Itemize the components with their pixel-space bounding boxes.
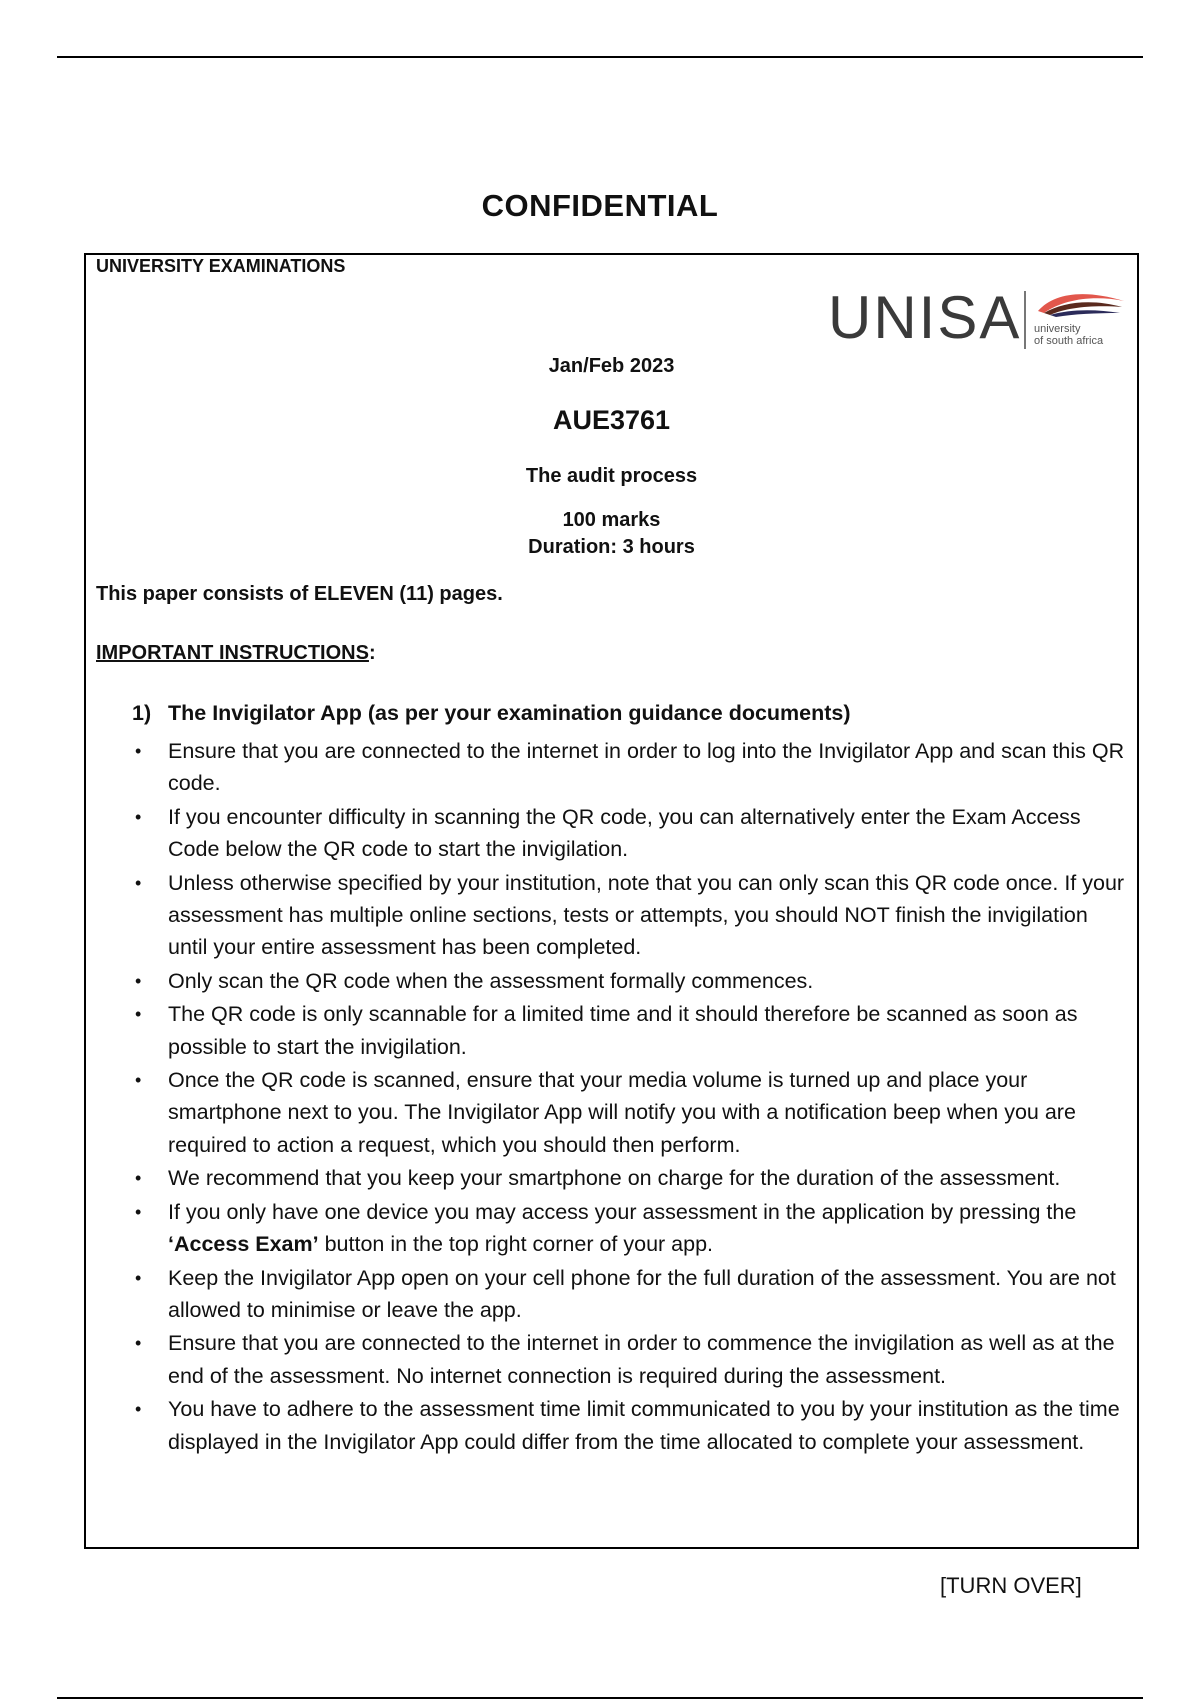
- list-item: [132, 998, 1132, 1063]
- bullet-icon: •: [135, 970, 142, 991]
- list-item-text: We recommend that you keep your smartphone on charge for the duration of the assessment.: [168, 1166, 1061, 1191]
- bullet-icon: •: [135, 1070, 142, 1091]
- list-item: [132, 867, 1132, 964]
- list-item: [132, 1327, 1132, 1392]
- bullet-icon: •: [135, 1267, 142, 1288]
- instruction-list: [132, 735, 1132, 1459]
- list-item-text: Once the QR code is scanned, ensure that your media volume is turned up and place your smartphone next to you. The Invigilator App will notify you with a notification beep when you are required to action a request, which you should then perform.: [168, 1068, 1076, 1157]
- bullet-icon: •: [135, 1333, 142, 1354]
- access-exam-label: ‘Access Exam’: [168, 1232, 319, 1257]
- list-item: [132, 1064, 1132, 1161]
- list-item: [132, 1162, 1132, 1194]
- turn-over-label: [TURN OVER]: [940, 1573, 1082, 1598]
- exam-cover-box: [84, 253, 1139, 1549]
- bullet-icon: •: [135, 872, 142, 893]
- page-count: This paper consists of ELEVEN (11) pages.: [96, 583, 503, 605]
- logo-sub-line2: of south africa: [1034, 335, 1104, 347]
- list-item-text: Keep the Invigilator App open on your cell phone for the full duration of the assessment. You are not allowed to minimise or leave the app.: [168, 1265, 1116, 1322]
- top-rule: [57, 56, 1143, 58]
- university-examinations-label: UNIVERSITY EXAMINATIONS: [96, 256, 346, 276]
- confidential-heading: CONFIDENTIAL: [481, 188, 719, 223]
- bullet-icon: •: [135, 741, 142, 761]
- logo-wordmark: UNISA: [828, 284, 1022, 351]
- bullet-icon: •: [135, 1201, 142, 1222]
- marks-duration: [86, 507, 1137, 561]
- logo-subtitle: [1034, 323, 1103, 347]
- module-title: The audit process: [525, 465, 698, 487]
- list-item: [132, 801, 1132, 866]
- list-item: [132, 1393, 1132, 1458]
- section-number: 1): [132, 701, 152, 725]
- module-code: AUE3761: [552, 405, 671, 435]
- logo-divider: [1024, 291, 1026, 349]
- list-item-text: The QR code is only scannable for a limited time and it should therefore be scanned as soon as possible to start the invigilation.: [168, 1002, 1078, 1059]
- list-item-text: If you encounter difficulty in scanning the QR code, you can alternatively enter the Exam Access Code below the QR code to start the invigilation.: [168, 804, 1081, 862]
- bullet-icon: •: [135, 1168, 142, 1189]
- duration: Duration: 3 hours: [528, 536, 695, 558]
- unisa-logo: [828, 285, 1128, 351]
- bullet-icon: •: [135, 1004, 142, 1025]
- logo-sub-line1: university: [1034, 323, 1081, 335]
- instructions-heading-colon: :: [368, 642, 376, 664]
- total-marks: 100 marks: [562, 509, 661, 531]
- list-item-text: Only scan the QR code when the assessment formally commences.: [168, 968, 814, 993]
- bottom-rule: [57, 1697, 1143, 1699]
- list-item: [132, 1196, 1132, 1261]
- section-title: The Invigilator App (as per your examination guidance documents): [168, 701, 851, 725]
- list-item: [132, 1262, 1132, 1327]
- list-item-text: Ensure that you are connected to the internet in order to log into the Invigilator App and scan this QR code.: [168, 739, 1125, 796]
- list-item-text: Ensure that you are connected to the internet in order to commence the invigilation as well as at the end of the assessment. No internet connection is required during the assessment.: [168, 1331, 1115, 1388]
- list-item: [132, 735, 1132, 800]
- bullet-icon: •: [135, 806, 142, 827]
- list-item: [132, 965, 1132, 997]
- list-item-text: [168, 1200, 1076, 1256]
- bullet-icon: •: [135, 1399, 142, 1420]
- exam-date: Jan/Feb 2023: [548, 355, 675, 377]
- instructions-heading-text: IMPORTANT INSTRUCTIONS: [96, 642, 369, 664]
- access-text-after: button in the top right corner of your app.: [318, 1232, 714, 1257]
- list-item-text: Unless otherwise specified by your institution, note that you can only scan this QR code once. If your assessment has multiple online sections, tests or attempts, you should NOT finish the invigilation until your entire assessment has been completed.: [168, 870, 1125, 960]
- instructions-heading: [96, 642, 376, 665]
- section-heading: [132, 701, 851, 726]
- logo-swoosh-icon: [1034, 287, 1126, 317]
- access-text-before: If you only have one device you may access your assessment in the application by pressing the: [168, 1199, 1077, 1224]
- list-item-text: You have to adhere to the assessment time limit communicated to you by your institution as the time displayed in the Invigilator App could differ from the time allocated to complete your assessment.: [168, 1397, 1120, 1454]
